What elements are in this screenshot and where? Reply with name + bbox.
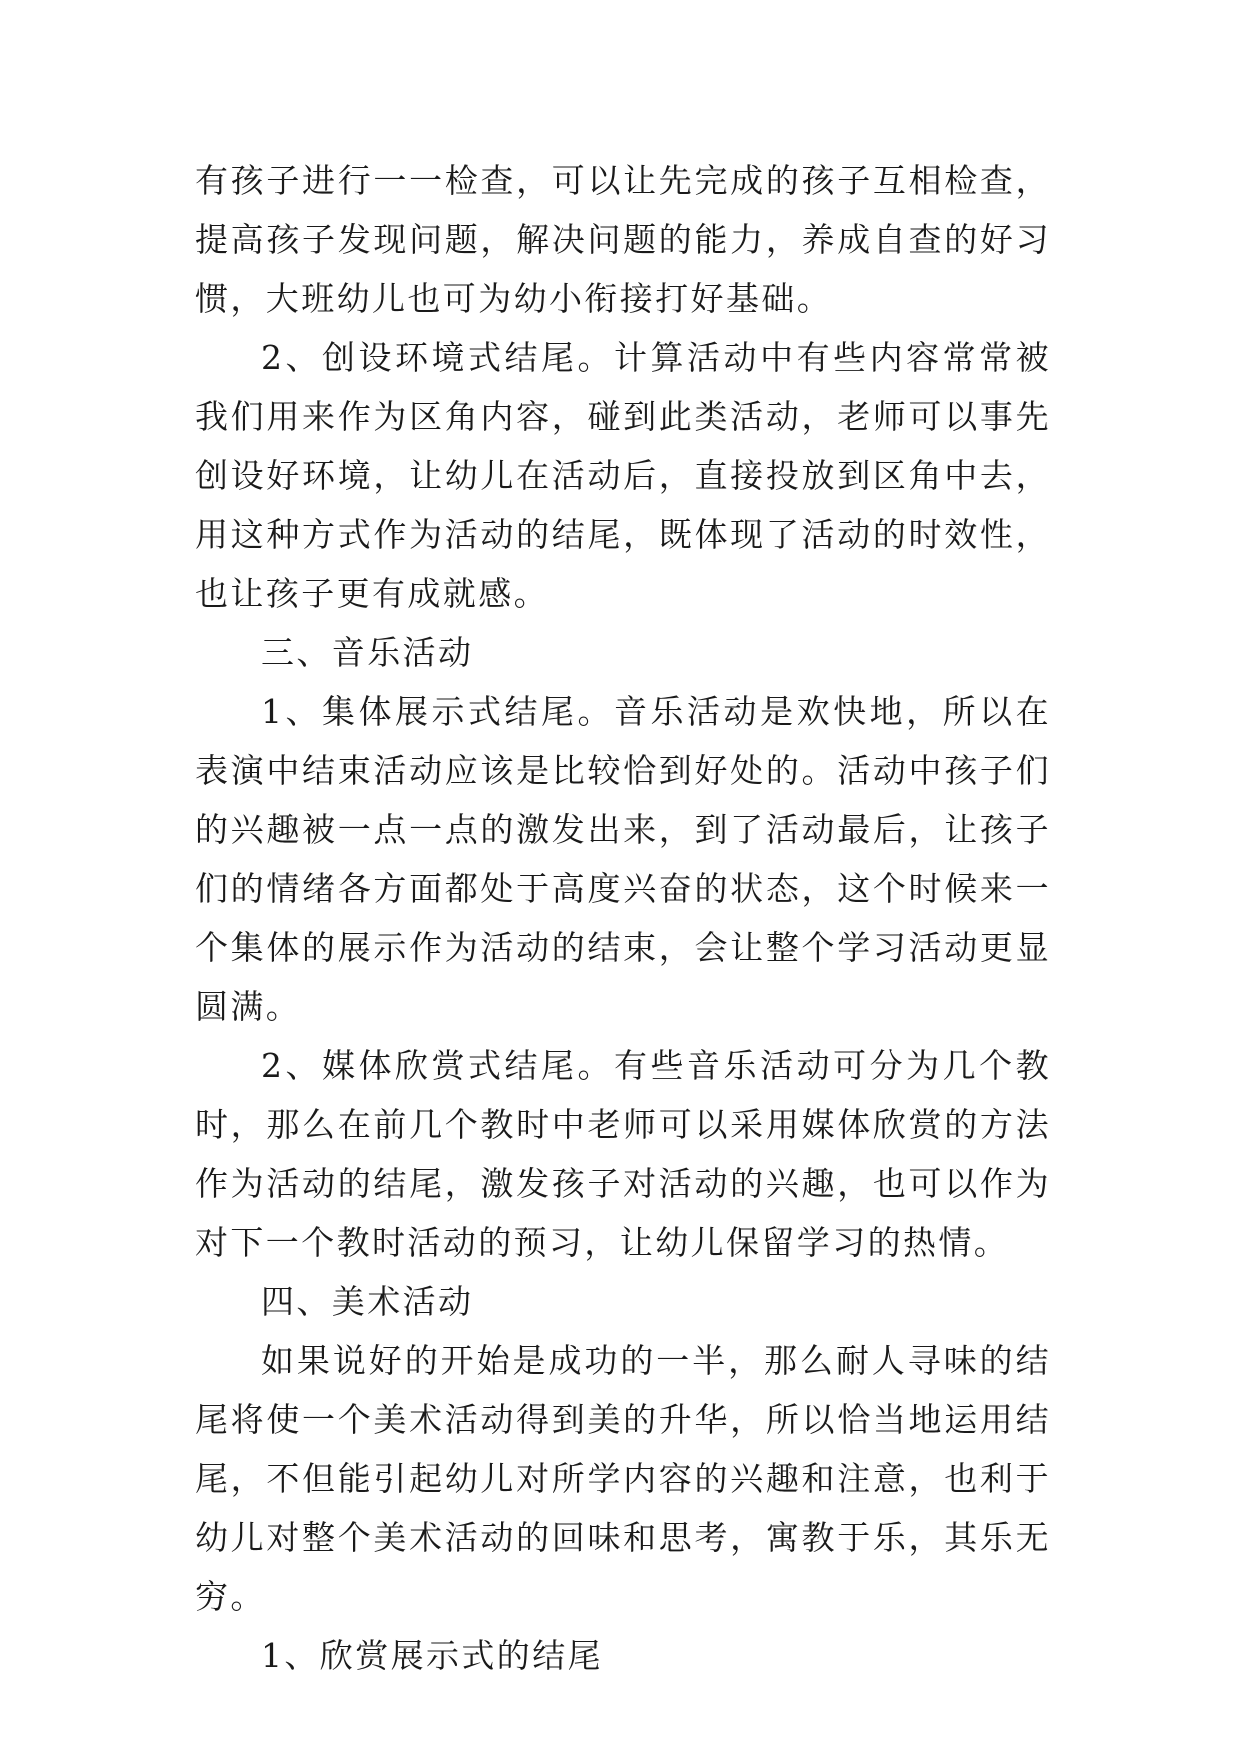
paragraph-appreciation-ending: 1、欣赏展示式的结尾 — [261, 1636, 603, 1675]
paragraph-media-ending: 2、媒体欣赏式结尾。有些音乐活动可分为几个教时，那么在前几个教时中老师可以采用媒体欣赏的方法作为活动的结尾，激发孩子对活动的兴趣，也可以作为对下一个教时活动的预习，让幼儿保留学习的热情。 — [195, 1046, 1051, 1262]
document-page — [195, 151, 1051, 1685]
paragraph-continuation: 有孩子进行一一检查，可以让先完成的孩子互相检查，提高孩子发现问题，解决问题的能力，养成自查的好习惯，大班幼儿也可为幼小衔接打好基础。 — [195, 161, 1051, 318]
paragraph-environment-ending: 2、创设环境式结尾。计算活动中有些内容常常被我们用来作为区角内容，碰到此类活动，老师可以事先创设好环境，让幼儿在活动后，直接投放到区角中去，用这种方式作为活动的结尾，既体现了活动的时效性，也让孩子更有成就感。 — [195, 338, 1051, 613]
section-heading-art: 四、美术活动 — [261, 1282, 474, 1321]
paragraph-art-intro: 如果说好的开始是成功的一半，那么耐人寻味的结尾将使一个美术活动得到美的升华，所以恰当地运用结尾，不但能引起幼儿对所学内容的兴趣和注意，也利于幼儿对整个美术活动的回味和思考，寓教于乐，其乐无穷。 — [195, 1341, 1051, 1616]
paragraph-group-display-ending: 1、集体展示式结尾。音乐活动是欢快地，所以在表演中结束活动应该是比较恰到好处的。活动中孩子们的兴趣被一点一点的激发出来，到了活动最后，让孩子们的情绪各方面都处于高度兴奋的状态，这个时候来一个集体的展示作为活动的结束，会让整个学习活动更显圆满。 — [195, 692, 1051, 1026]
section-heading-music: 三、音乐活动 — [261, 633, 474, 672]
